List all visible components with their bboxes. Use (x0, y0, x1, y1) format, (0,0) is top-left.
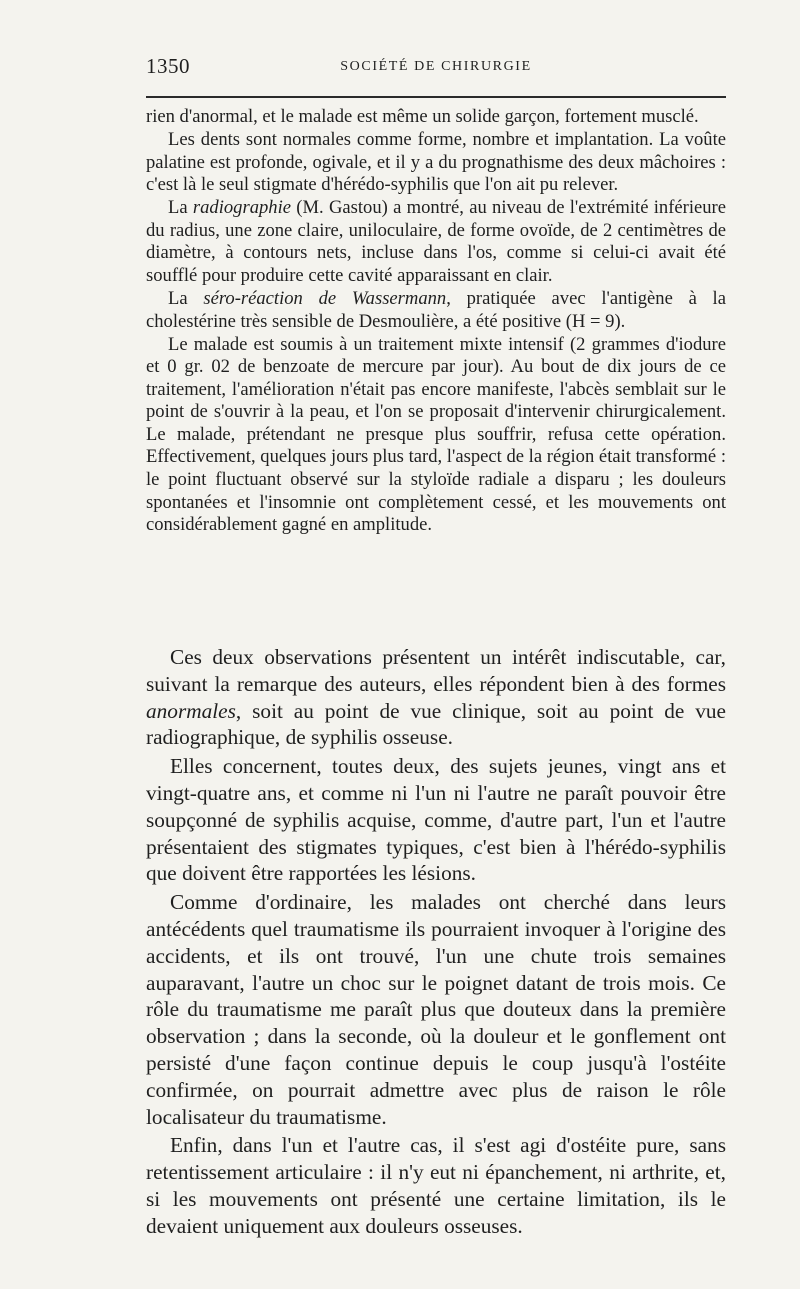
text-run: , pratiquée avec l'antigène à la cholestérine très sensible de Desmoulière, a été positive (H = 9). (146, 287, 726, 332)
paragraph: Comme d'ordinaire, les malades ont cherché dans leurs antécédents quel traumatisme ils pourraient invoquer à l'origine des accidents, et ils ont trouvé, l'un une chute trois semaines auparavant, l'autre un choc sur le poignet datant de trois mois. Ce rôle du traumatisme me paraît plus que douteux dans la première observation ; dans la seconde, où la douleur et le gonflement ont persisté d'une façon continue depuis le coup jusqu'à l'ostéite confirmée, on pourrait admettre avec plus de raison le rôle localisateur du traumatisme. (146, 890, 726, 1129)
running-title: SOCIÉTÉ DE CHIRURGIE (340, 59, 532, 74)
paragraph: Enfin, dans l'un et l'autre cas, il s'est agi d'ostéite pure, sans retentissement articulaire : il n'y eut ni épanchement, ni arthrite, et, si les mouvements ont présenté une certaine limitation, ils le devaient uniquement aux douleurs osseuses. (146, 1133, 726, 1238)
paragraph (146, 197, 726, 287)
text-run: Ces deux observations présentent un intérêt indiscutable, car, suivant la remarque des auteurs, elles répondent bien à des formes (146, 645, 726, 696)
paragraph (146, 288, 726, 333)
page-header (146, 54, 726, 84)
paragraph (146, 644, 726, 751)
discussion-text (146, 644, 726, 1242)
italic-term: séro-réaction de Wassermann (203, 287, 447, 309)
text-run: La (168, 197, 193, 219)
case-report-text (146, 106, 726, 537)
italic-term: anormales (146, 698, 236, 723)
paragraph: rien d'anormal, et le malade est même un solide garçon, fortement musclé. (146, 106, 699, 127)
paragraph: Les dents sont normales comme forme, nombre et implantation. La voûte palatine est profonde, ogivale, et il y a du prognathisme des deux mâchoires : c'est là le seul stigmate d'hérédo-syphilis que l'on ait pu relever. (146, 128, 726, 196)
header-rule (146, 96, 726, 98)
paragraph: Elles concernent, toutes deux, des sujets jeunes, vingt ans et vingt-quatre ans, et comme ni l'un ni l'autre ne paraît pouvoir être soupçonné de syphilis acquise, comme, d'autre part, l'un et l'autre présentaient des stigmates typiques, c'est bien à l'hérédo-syphilis que doivent être rapportées les lésions. (146, 754, 726, 886)
text-run: , soit au point de vue clinique, soit au point de vue radiographique, de syphilis osseuse. (146, 698, 726, 750)
text-run: La (168, 287, 204, 309)
page-number: 1350 (146, 54, 190, 78)
text-run: (M. Gastou) a montré, au niveau de l'extrémité inférieure du radius, une zone claire, uniloculaire, de forme ovoïde, de 2 centimètres de diamètre, à contours nets, incluse dans l'os, comme si celui-ci avait été soufflé pour produire cette cavité apparaissant en clair. (146, 197, 726, 286)
paragraph: Le malade est soumis à un traitement mixte intensif (2 grammes d'iodure et 0 gr. 02 de benzoate de mercure par jour). Au bout de dix jours de ce traitement, l'amélioration n'était pas encore manifeste, l'abcès semblait sur le point de s'ouvrir à la peau, et l'on se proposait d'intervenir chirurgicalement. Le malade, prétendant ne presque plus souffrir, refusa cette opération. Effectivement, quelques jours plus tard, l'aspect de la région était transformé : le point fluctuant observé sur la styloïde radiale a disparu ; les douleurs spontanées et l'insomnie ont complètement cessé, et les mouvements ont considérablement gagné en amplitude. (146, 333, 726, 536)
italic-term: radiographie (192, 197, 292, 219)
